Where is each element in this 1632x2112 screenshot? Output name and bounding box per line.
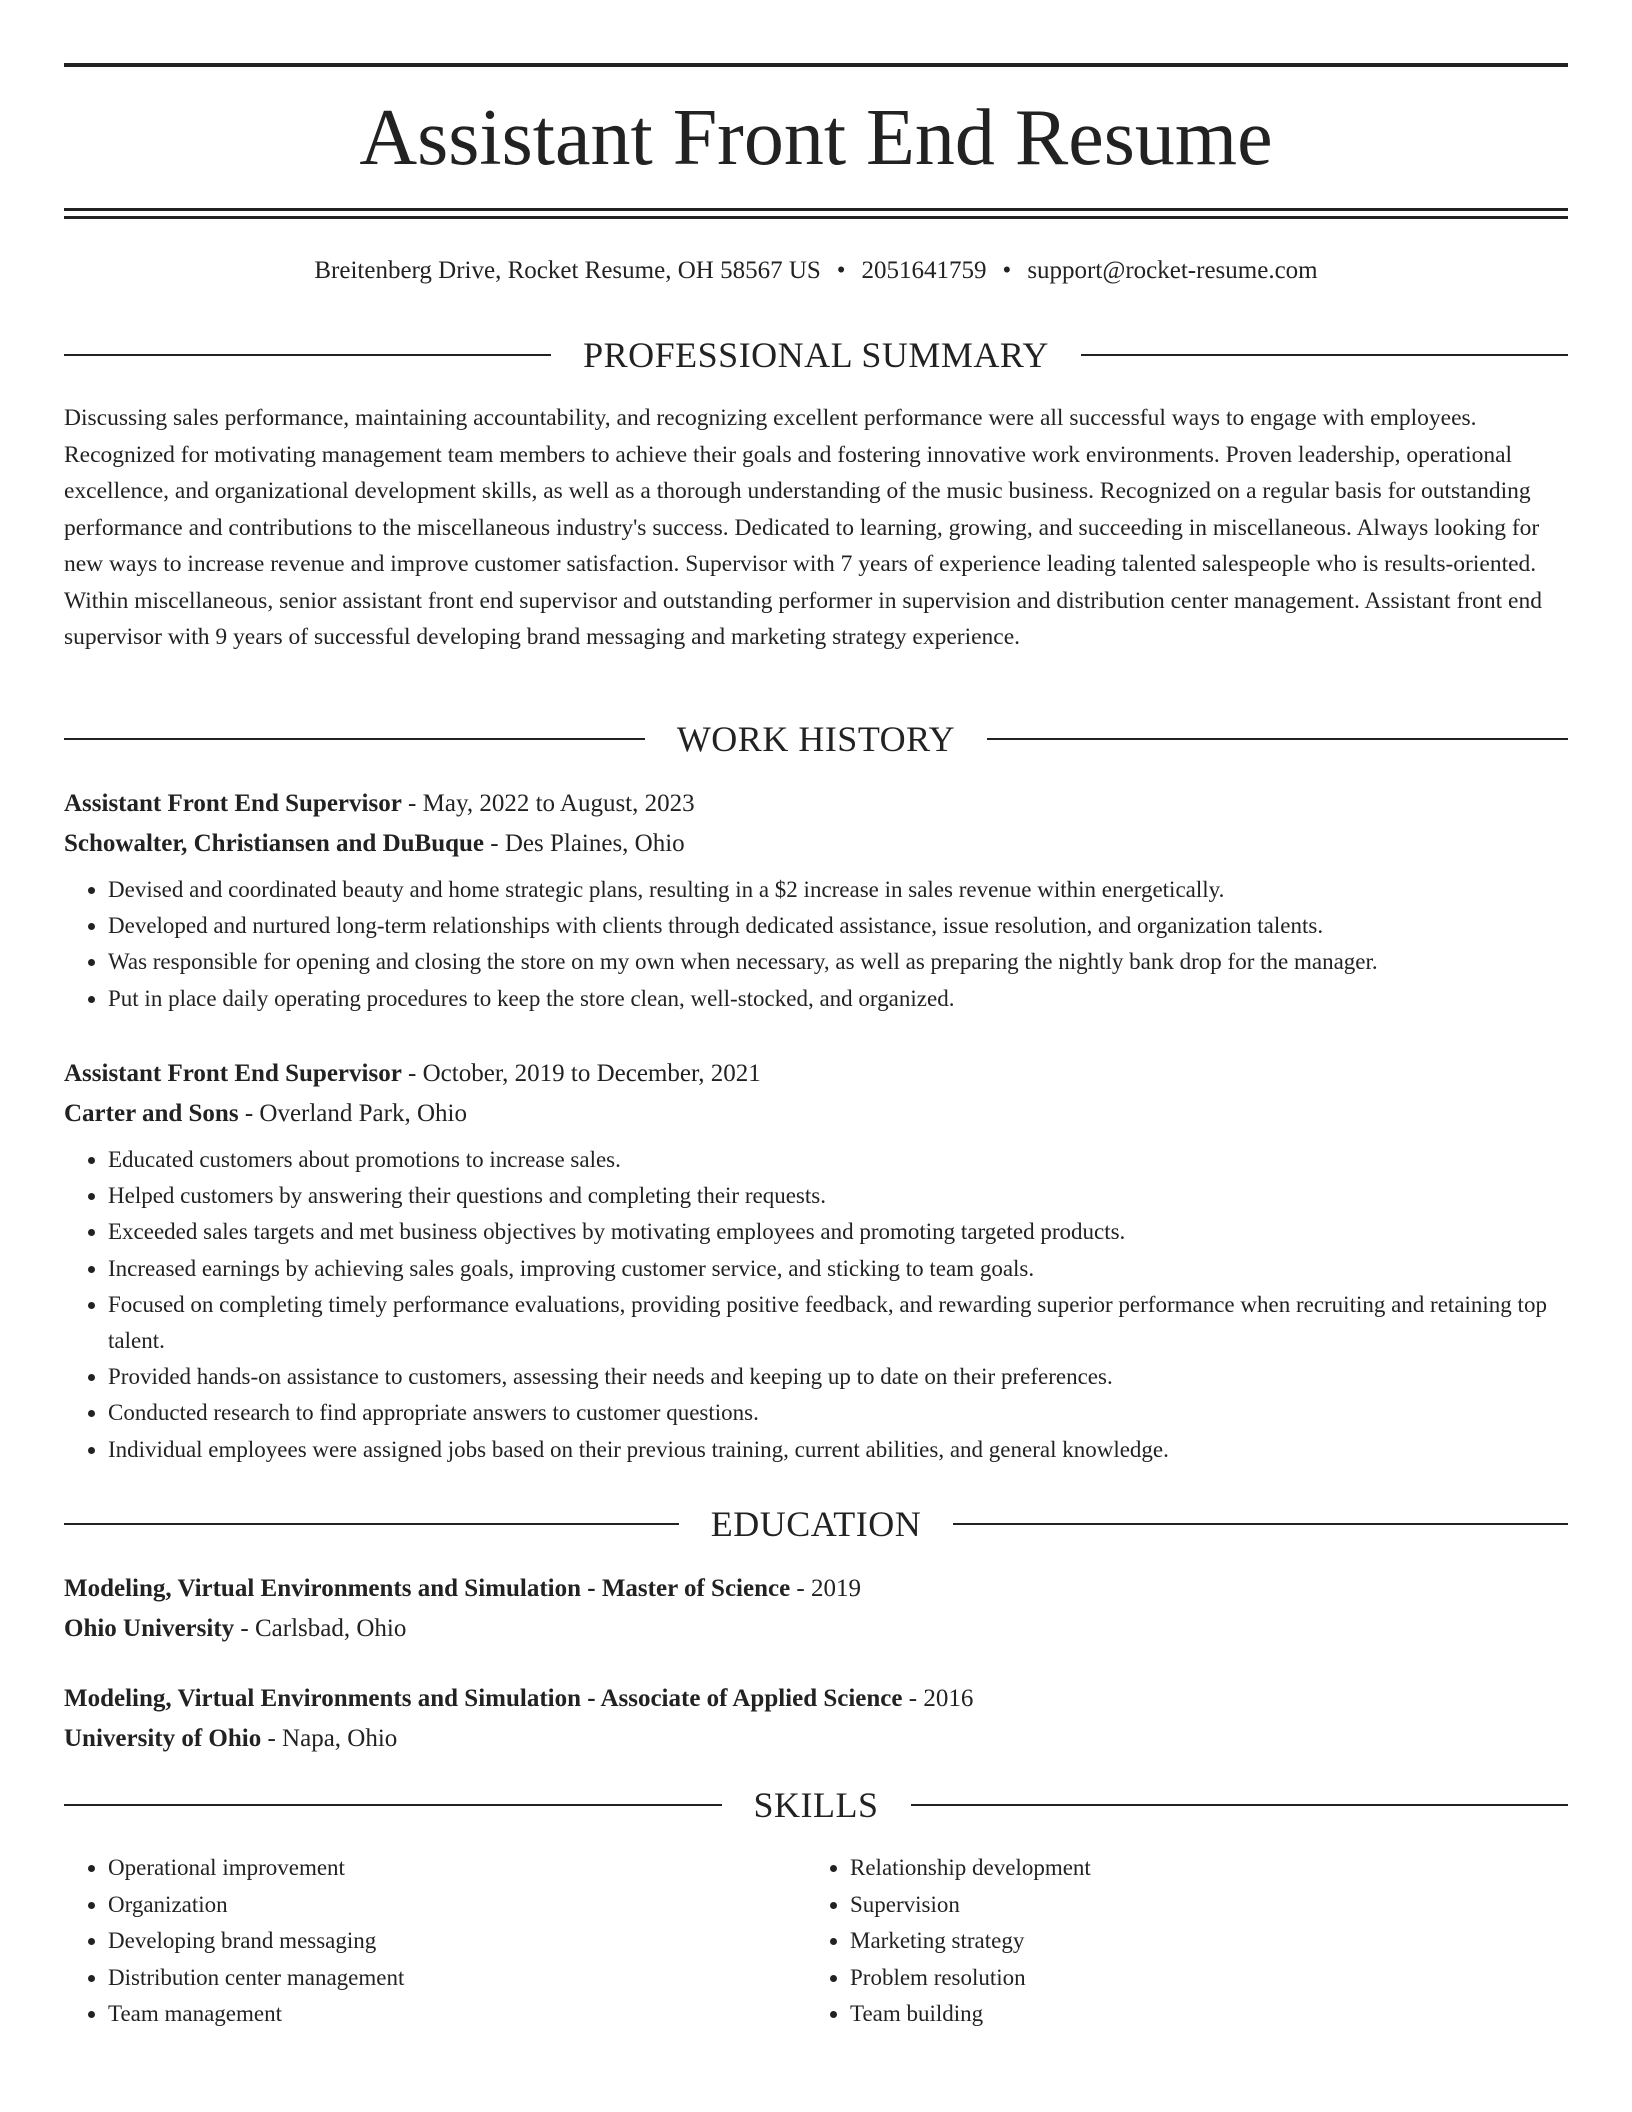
section-heading-work-history [64,717,1568,761]
section-heading-skills [64,1783,1568,1827]
degree-line [64,1679,1568,1719]
contact-separator: • [1002,257,1012,284]
job-dates: - October, 2019 to December, 2021 [401,1060,761,1087]
job-location: - Overland Park, Ohio [238,1100,467,1127]
skills-list [806,1850,1506,2033]
job-dates: - May, 2022 to August, 2023 [401,790,695,817]
list-item: • Was responsible for opening and closing the store on my own when necessary, as well as preparing the nightly bank drop for the manager. [108,944,1568,980]
section-heading-summary [64,333,1568,377]
list-item: • Helped customers by answering their questions and completing their requests. [108,1178,1568,1214]
school-location: - Napa, Ohio [261,1725,398,1752]
skill-item: • Organization [108,1887,764,1924]
job-duties-list [64,1142,1568,1468]
skill-item: • Team building [850,1996,1506,2033]
section-heading-label: SKILLS [753,1785,879,1825]
list-item: • Increased earnings by achieving sales goals, improving customer service, and sticking to team goals. [108,1251,1568,1287]
header-bottom-rule [64,208,1568,211]
heading-rule [953,1523,1568,1525]
contact-phone: 2051641759 [861,257,987,284]
job-title: Assistant Front End Supervisor [64,1060,402,1087]
list-item: • Provided hands-on assistance to customers, assessing their needs and keeping up to date on their preferences. [108,1359,1568,1395]
skills-list [64,1850,764,2033]
heading-rule [1081,354,1568,356]
heading-rule [987,738,1568,740]
skills-column-left [64,1850,764,2033]
skill-item: • Marketing strategy [850,1923,1506,1960]
job-location: - Des Plaines, Ohio [484,830,685,857]
skill-item: • Team management [108,1996,764,2033]
degree-year: - 2016 [902,1685,974,1712]
list-item: • Individual employees were assigned jobs based on their previous training, current abilities, and general knowledge. [108,1432,1568,1468]
degree-name: Modeling, Virtual Environments and Simulation - Master of Science [64,1575,791,1602]
school-line [64,1609,1568,1649]
section-heading-label: EDUCATION [710,1504,922,1544]
skill-item: • Developing brand messaging [108,1923,764,1960]
list-item: • Developed and nurtured long-term relationships with clients through dedicated assistance, issue resolution, and organization talents. [108,908,1568,944]
school-location: - Carlsbad, Ohio [234,1615,407,1642]
job-duties-list [64,872,1568,1017]
degree-line [64,1569,1568,1609]
job-title-line [64,1054,1568,1094]
degree-name: Modeling, Virtual Environments and Simulation - Associate of Applied Science [64,1685,903,1712]
education-entry [64,1679,1568,1759]
school-name: Ohio University [64,1615,235,1642]
list-item: • Focused on completing timely performance evaluations, providing positive feedback, and rewarding superior performance when recruiting and retaining top talent. [108,1287,1568,1359]
school-name: University of Ohio [64,1725,262,1752]
contact-line [64,254,1568,288]
contact-address: Breitenberg Drive, Rocket Resume, OH 58567 US [314,257,821,284]
heading-rule [64,354,551,356]
skill-item: • Distribution center management [108,1960,764,1997]
job-company-line [64,1094,1568,1134]
heading-rule [64,1804,722,1806]
job-entry [64,784,1568,1017]
contact-separator: • [836,257,846,284]
section-heading-label: WORK HISTORY [676,719,956,759]
degree-year: - 2019 [790,1575,861,1602]
heading-rule [64,1523,679,1525]
job-company: Schowalter, Christiansen and DuBuque [64,830,485,857]
heading-rule [64,738,645,740]
page-title: Assistant Front End Resume [359,94,1273,182]
job-company-line [64,824,1568,864]
summary-text: Discussing sales performance, maintaining accountability, and recognizing excellent performance were all successful ways to engage with employees. Recognized for motivating management team members to achieve their goals and fostering innovative work environments. Proven leadership, operational excellence, and organizational development skills, as well as a thorough understanding of the music business. Recognized on a regular basis for outstanding performance and contributions to the miscellaneous industry's success. Dedicated to learning, growing, and succeeding in miscellaneous. Always looking for new ways to increase revenue and improve customer satisfaction. Supervisor with 7 years of experience leading talented salespeople who is results-oriented. Within miscellaneous, senior assistant front end supervisor and outstanding performer in supervision and distribution center management. Assistant front end supervisor with 9 years of successful developing brand messaging and marketing strategy experience. [64,405,1542,650]
skills-column-right [806,1850,1506,2033]
header-top-rule [64,63,1568,67]
section-heading-education [64,1502,1568,1546]
skill-item: • Problem resolution [850,1960,1506,1997]
list-item: • Exceeded sales targets and met business objectives by motivating employees and promoting targeted products. [108,1214,1568,1250]
job-title-line [64,784,1568,824]
list-item: • Put in place daily operating procedures to keep the store clean, well-stocked, and organized. [108,981,1568,1017]
school-line [64,1719,1568,1759]
section-heading-label: PROFESSIONAL SUMMARY [583,335,1049,375]
job-title: Assistant Front End Supervisor [64,790,402,817]
list-item: • Educated customers about promotions to increase sales. [108,1142,1568,1178]
job-company: Carter and Sons [64,1100,239,1127]
list-item: • Conducted research to find appropriate answers to customer questions. [108,1395,1568,1431]
header-bottom-rule-second [64,216,1568,219]
skill-item: • Operational improvement [108,1850,764,1887]
contact-email: support@rocket-resume.com [1027,257,1318,284]
list-item: • Devised and coordinated beauty and home strategic plans, resulting in a $2 increase in sales revenue within energetically. [108,872,1568,908]
heading-rule [911,1804,1569,1806]
education-entry [64,1569,1568,1649]
job-entry [64,1054,1568,1468]
skill-item: • Relationship development [850,1850,1506,1887]
skill-item: • Supervision [850,1887,1506,1924]
